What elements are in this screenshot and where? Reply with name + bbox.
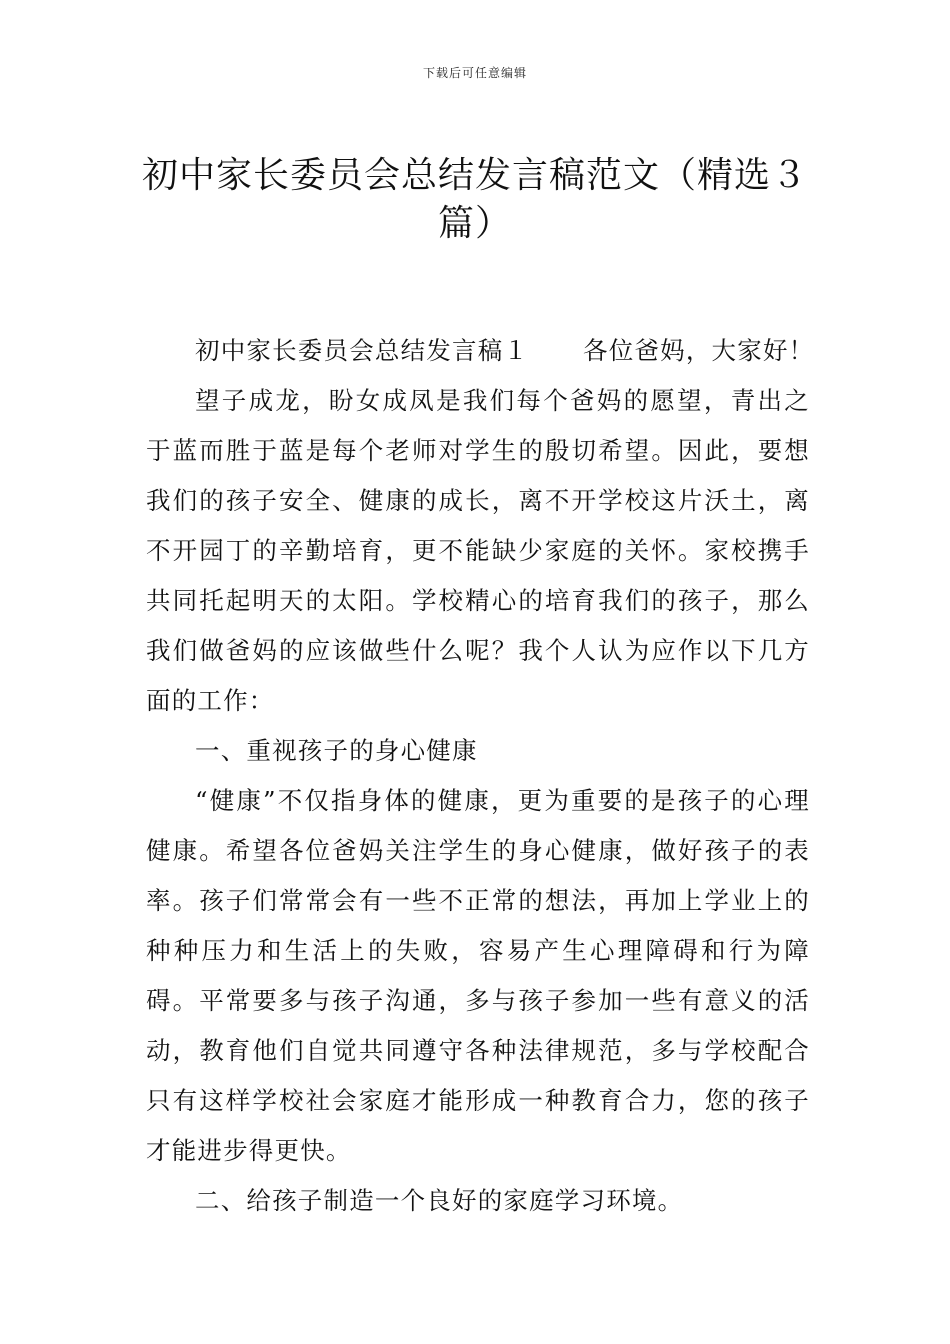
document-title: 初中家长委员会总结发言稿范文（精选３篇）: [141, 155, 808, 245]
document-body: [146, 326, 815, 1226]
section-heading: 二、给孩子制造一个良好的家庭学习环境。: [195, 1186, 684, 1215]
header-note: 下载后可任意编辑: [422, 66, 527, 80]
section-heading: 一、重视孩子的身心健康: [195, 736, 478, 765]
paragraph: “健康”不仅指身体的健康，更为重要的是孩子的心理健康。希望各位爸妈关注学生的身心健康，做好孩子的表率。孩子们常常会有一些不正常的想法，再加上学业上的种种压力和生活上的失败，容易产生心理障碍和行为障碍。平常要多与孩子沟通，多与孩子参加一些有意义的活动，教育他们自觉共同遵守各种法律规范，多与学校配合只有这样学校社会家庭才能形成一种教育合力，您的孩子才能进步得更快。: [146, 786, 810, 1165]
greeting: 各位爸妈，大家好！: [583, 336, 815, 365]
paragraph: 望子成龙，盼女成凤是我们每个爸妈的愿望，青出之于蓝而胜于蓝是每个老师对学生的殷切希望。因此，要想我们的孩子安全、健康的成长，离不开学校这片沃土，离不开园丁的辛勤培育，更不能缺少家庭的关怀。家校携手共同托起明天的太阳。学校精心的培育我们的孩子，那么我们做爸妈的应该做些什么呢？我个人认为应作以下几方面的工作：: [146, 386, 810, 715]
speech-heading: 初中家长委员会总结发言稿１: [195, 336, 530, 365]
intro-line: [146, 326, 815, 376]
